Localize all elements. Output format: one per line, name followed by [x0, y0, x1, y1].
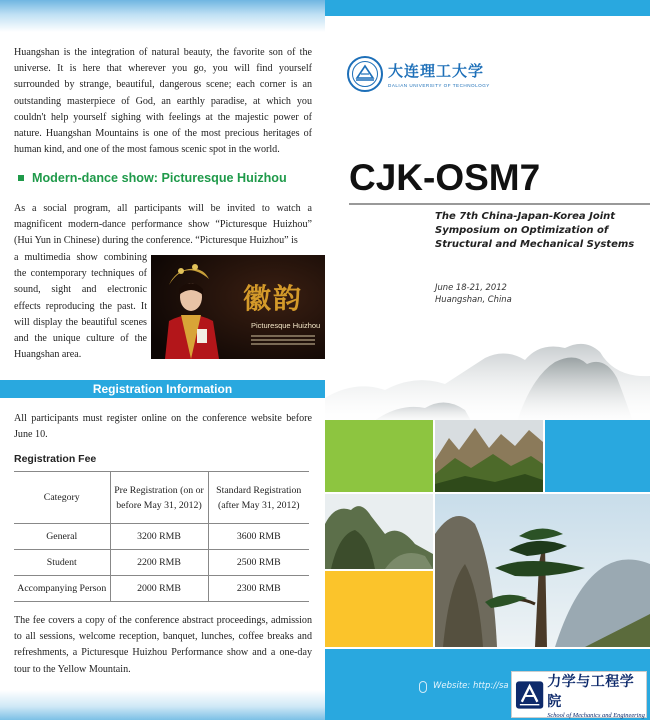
table-cell: Student [14, 550, 110, 576]
school-text [547, 671, 646, 719]
fee-title: Registration Fee [14, 453, 97, 465]
table-cell: 2300 RMB [208, 576, 309, 602]
table-header-cell: Standard Registration (after May 31, 2012) [208, 472, 309, 524]
conference-title: The 7th China-Japan-Korea Joint Symposium on Optimization of Structural and Mechanical Systems [435, 211, 635, 250]
green-block [325, 420, 433, 492]
photo-cliffs [325, 494, 433, 569]
dance-paragraph-continued: a multimedia show combining the contemporary techniques of sound, sight and electronic effects reproducing the past. It will display the beautiful scenes and the unique culture of the Huangshan area. [14, 252, 147, 361]
table-cell: 3600 RMB [208, 524, 309, 550]
yellow-block [325, 571, 433, 647]
top-gradient [0, 0, 325, 32]
top-blue-bar [325, 0, 650, 16]
school-en: School of Mechanics and Engineering [547, 711, 645, 719]
poster-fine-print [251, 335, 315, 337]
square-bullet-icon [18, 175, 24, 181]
school-cn: 力学与工程学院 [547, 673, 635, 710]
table-cell: 2500 RMB [208, 550, 309, 576]
table-cell: 2200 RMB [110, 550, 208, 576]
website-link[interactable]: Website: http://sa [433, 681, 509, 691]
photo-peaks [435, 420, 543, 492]
bottom-gradient [0, 690, 325, 720]
logo-cn: 大连理工大学 [388, 62, 485, 80]
poster-cn-title: 徽韵 [243, 282, 304, 315]
school-emblem-icon [515, 680, 544, 710]
photo-pine [435, 494, 650, 647]
table-row [14, 576, 309, 602]
table-header-row [14, 472, 309, 524]
table-row [14, 524, 309, 550]
school-logo [511, 671, 647, 718]
registration-note: All participants must register online on the conference website before June 10. [14, 413, 312, 441]
mountain-photo-1 [435, 420, 543, 492]
title-divider [349, 203, 650, 205]
welcoming-pine-photo [435, 494, 650, 647]
dance-heading [14, 171, 287, 185]
table-cell: Accompanying Person [14, 576, 110, 602]
logo-en: DALIAN UNIVERSITY OF TECHNOLOGY [388, 83, 490, 88]
mountain-photo-2 [325, 494, 433, 569]
conference-date: June 18-21, 2012 [435, 282, 507, 292]
right-panel [325, 0, 650, 720]
mouse-icon [419, 681, 427, 693]
dance-paragraph: As a social program, all participants will be invited to watch a magnificent modern-dance performance show “Picturesque Huizhou” (Hui Yun in Chinese) during the conference. “Picturesque Huizhou” is [14, 203, 312, 247]
logo-text [388, 60, 490, 88]
dance-heading-text: Modern-dance show: Picturesque Huizhou [32, 171, 287, 185]
intro-paragraph: Huangshan is the integration of natural beauty, the favorite son of the universe. It is here that wherever you go, you will find yourself surrounded by strange, beautiful, dangerous scene; each corner is an outstanding masterpiece of God, an earthly paradise, at which you couldn't help yourself sighing with feelings at the majestic power of nature. Huangshan Mountains is one of the most precious heritages of human kind, and one of the most famous scenic spot in the world. [14, 47, 312, 156]
table-cell: 2000 RMB [110, 576, 208, 602]
conference-place: Huangshan, China [435, 294, 512, 304]
dance-show-poster [151, 255, 325, 359]
table-row [14, 550, 309, 576]
fee-note: The fee covers a copy of the conference abstract proceedings, admission to all sessions, welcome reception, banquet, lunches, coffee breaks and refreshments, a Picturesque Huizhou Performance show and a one-day tour to the Yellow Mountain. [14, 615, 312, 675]
conference-code: CJK-OSM7 [349, 157, 541, 198]
table-cell: 3200 RMB [110, 524, 208, 550]
table-header-cell: Pre Registration (on or before May 31, 2012) [110, 472, 208, 524]
university-seal-icon [347, 56, 383, 92]
registration-heading: Registration Information [92, 382, 233, 396]
registration-heading-bar [0, 380, 325, 398]
university-logo [347, 56, 490, 92]
conference-date-place [435, 281, 512, 305]
fee-table [14, 471, 309, 602]
blue-block [545, 420, 650, 492]
ink-mountains-illustration [325, 318, 650, 428]
poster-en-title: Picturesque Huizhou [251, 321, 321, 330]
table-header-cell: Category [14, 472, 110, 524]
table-cell: General [14, 524, 110, 550]
